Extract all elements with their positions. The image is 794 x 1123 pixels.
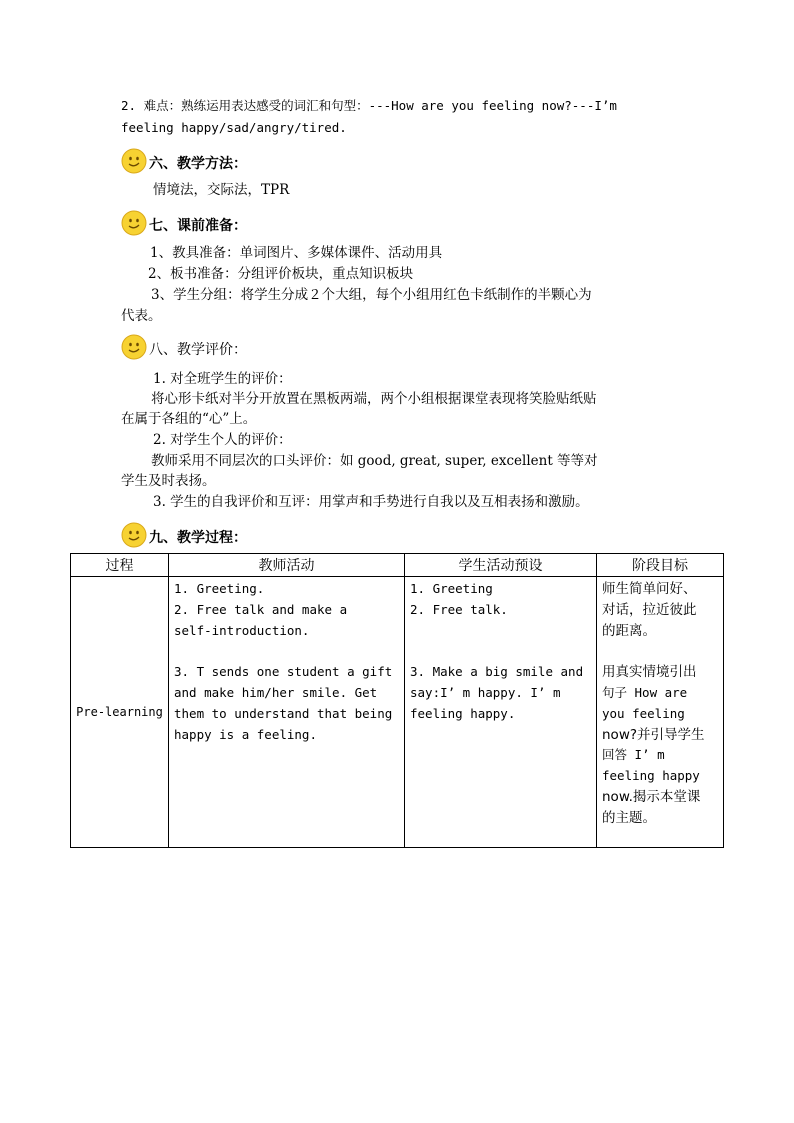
cell-text: 师生简单问好、: [602, 581, 697, 597]
smiley-icon: [121, 334, 147, 360]
header-stage-goal: 阶段目标: [597, 554, 724, 577]
header-student-activity: 学生活动预设: [405, 554, 597, 577]
preparation-item: 2、板书准备：分组评价板块，重点知识板块: [148, 266, 414, 282]
cell-text: and make him/her smile. Get: [174, 684, 378, 700]
cell-text: 的距离。: [602, 622, 656, 639]
student-activity-cell: [405, 577, 597, 848]
cell-text: you feeling: [602, 705, 685, 721]
smiley-icon: [121, 210, 147, 236]
cell-text: 1. Greeting: [410, 581, 493, 596]
table-row: [71, 577, 724, 848]
cell-text: happy is a feeling.: [174, 726, 317, 742]
teacher-activity-cell: [169, 577, 405, 848]
preparation-item: 3、学生分组：将学生分成２个大组，每个小组用红色卡纸制作的半颗心为: [151, 287, 592, 303]
section-title: 六、教学方法：: [149, 156, 247, 172]
header-teacher-activity: 教师活动: [169, 554, 405, 577]
cell-text: 对话，拉近彼此: [602, 601, 697, 618]
methods-content: 情境法，交际法，TPR: [153, 182, 290, 198]
cell-text: 3. Make a big smile and: [410, 664, 584, 680]
evaluation-line: 将心形卡纸对半分开放置在黑板两端，两个小组根据课堂表现将笑脸贴纸贴: [151, 391, 597, 407]
section-preparation-heading: [121, 206, 247, 236]
preparation-item: 代表。: [121, 308, 162, 324]
evaluation-line: 教师采用不同层次的口头评价：如 good, great, super, excellent 等等对: [151, 453, 598, 469]
cell-text: 句子 How are: [602, 684, 688, 700]
evaluation-line: 1. 对全班学生的评价：: [153, 371, 292, 387]
evaluation-line: 2. 对学生个人的评价：: [153, 432, 292, 448]
table-header-row: [71, 554, 724, 577]
evaluation-line: 3. 学生的自我评价和互评：用掌声和手势进行自我以及互相表扬和激励。: [153, 494, 589, 510]
cell-text: them to understand that being: [174, 705, 393, 721]
cell-text: 2. Free talk and make a: [174, 601, 348, 617]
smiley-icon: [121, 522, 147, 548]
cell-text: self-introduction.: [174, 622, 310, 638]
cell-text: feeling happy.: [410, 705, 516, 721]
difficulty-line-2: feeling happy/sad/angry/tired.: [121, 120, 347, 135]
preparation-item: 1、教具准备：单词图片、多媒体课件、活动用具: [150, 245, 443, 261]
difficulty-line-1: 2. 难点：熟练运用表达感受的词汇和句型：---How are you feeling now?---I’m: [121, 98, 617, 113]
cell-text: 3. T sends one student a gift: [174, 664, 393, 680]
section-title: 七、课前准备：: [149, 218, 247, 234]
cell-text: 的主题。: [602, 809, 656, 826]
section-methods-heading: [121, 144, 247, 174]
cell-text: 2. Free talk.: [410, 601, 508, 617]
section-evaluation-heading: [121, 330, 247, 360]
section-process-heading: [121, 518, 247, 548]
cell-text: now.揭示本堂课: [602, 788, 701, 805]
smiley-icon: [121, 148, 147, 174]
cell-text: 回答 I’ m: [602, 747, 665, 763]
teaching-process-table: [70, 553, 724, 848]
header-stage: 过程: [71, 554, 169, 577]
evaluation-line: 在属于各组的“心”上。: [121, 411, 257, 427]
cell-text: say:I’ m happy. I’ m: [410, 684, 561, 700]
cell-text: 1. Greeting.: [174, 581, 265, 596]
section-title: 八、教学评价：: [149, 342, 247, 358]
cell-text: feeling happy: [602, 768, 700, 784]
cell-text: 用真实情境引出: [602, 664, 697, 681]
evaluation-line: 学生及时表扬。: [121, 473, 216, 489]
cell-text: now?并引导学生: [602, 726, 705, 743]
stage-cell: Pre-learning: [71, 577, 169, 848]
stage-goal-cell: [597, 577, 724, 848]
section-title: 九、教学过程：: [149, 530, 247, 546]
